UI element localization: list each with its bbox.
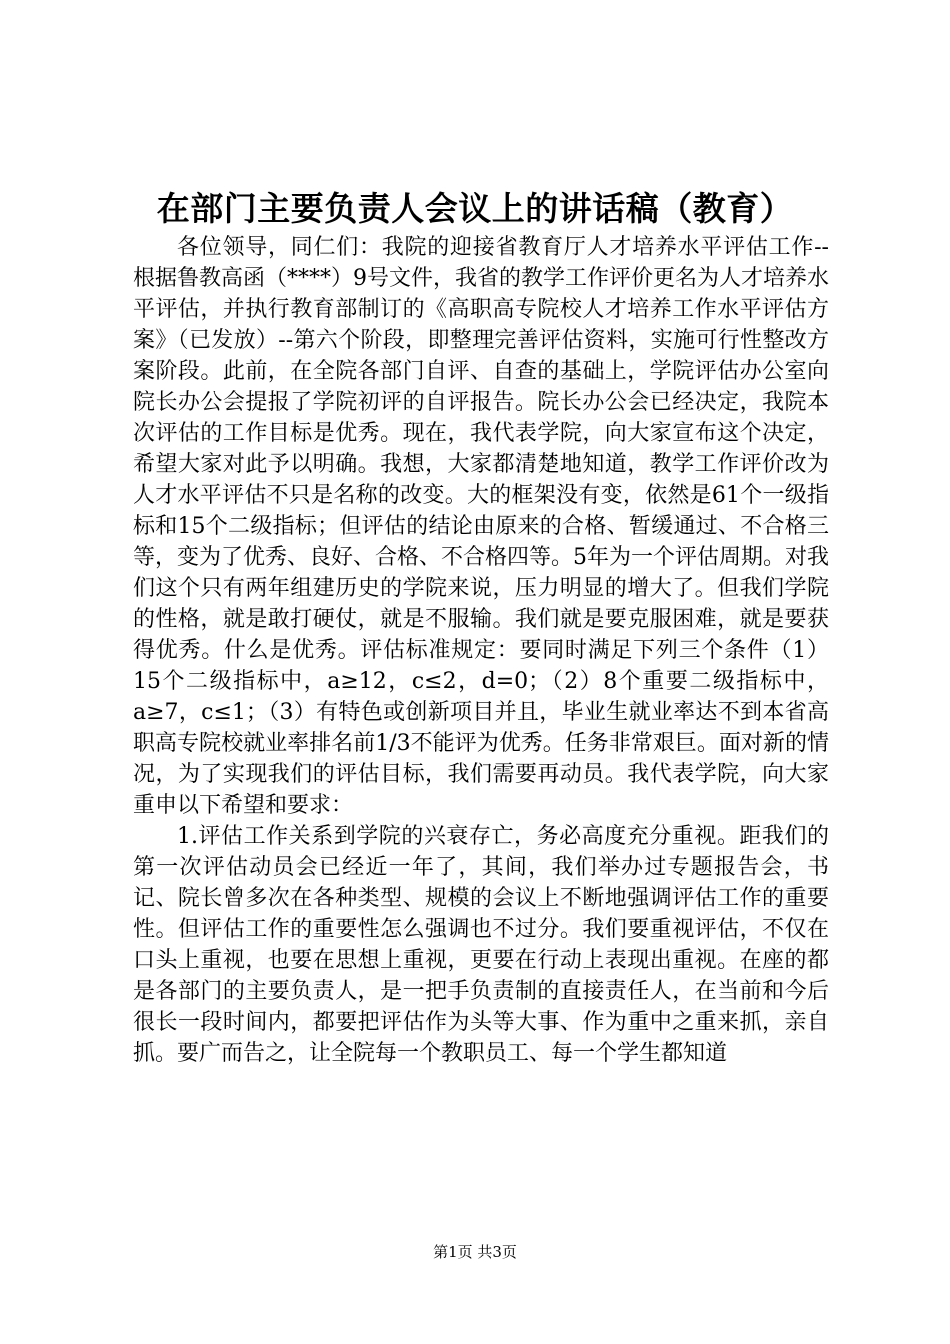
document-title: 在部门主要负责人会议上的讲话稿（教育） (156, 189, 794, 228)
page-number-footer: 第1页 共3页 (433, 1243, 517, 1261)
paragraph-intro: 各位领导，同仁们：我院的迎接省教育厅人才培养水平评估工作--根据鲁教高函（****）9号文件，我省的教学工作评价更名为人才培养水平评估，并执行教育部制订的《高职高专院校人才培养工作水平评估方案》（已发放）--第六个阶段，即整理完善评估资料，实施可行性整改方案阶段。此前，在全院各部门自评、自查的基础上，学院评估办公室向院长办公会提报了学院初评的自评报告。院长办公会已经决定，我院本次评估的工作目标是优秀。现在，我代表学院，向大家宣布这个决定，希望大家对此予以明确。我想，大家都清楚地知道，教学工作评价改为人才水平评估不只是名称的改变。大的框架没有变，依然是61个一级指标和15个二级指标；但评估的结论由原来的合格、暂缓通过、不合格三等，变为了优秀、良好、合格、不合格四等。5年为一个评估周期。对我们这个只有两年组建历史的学院来说，压力明显的增大了。但我们学院的性格，就是敢打硬仗，就是不服输。我们就是要克服困难，就是要获得优秀。什么是优秀。评估标准规定：要同时满足下列三个条件（1）15个二级指标中，a≥12，c≤2，d=0；（2）8个重要二级指标中，a≥7，c≤1；（3）有特色或创新项目并且，毕业生就业率达不到本省高职高专院校就业率排名前1/3不能评为优秀。任务非常艰巨。面对新的情况，为了实现我们的评估目标，我们需要再动员。我代表学院，向大家重申以下希望和要求： (133, 235, 829, 818)
document-body (133, 232, 829, 1069)
paragraph-point-1: 1.评估工作关系到学院的兴衰存亡，务必高度充分重视。距我们的第一次评估动员会已经近一年了，其间，我们举办过专题报告会，书记、院长曾多次在各种类型、规模的会议上不断地强调评估工作的重要性。但评估工作的重要性怎么强调也不过分。我们要重视评估，不仅在口头上重视，也要在思想上重视，更要在行动上表现出重视。在座的都是各部门的主要负责人，是一把手负责制的直接责任人，在当前和今后很长一段时间内，都要把评估作为头等大事、作为重中之重来抓，亲自抓。要广而告之，让全院每一个教职员工、每一个学生都知道 (133, 824, 829, 1066)
